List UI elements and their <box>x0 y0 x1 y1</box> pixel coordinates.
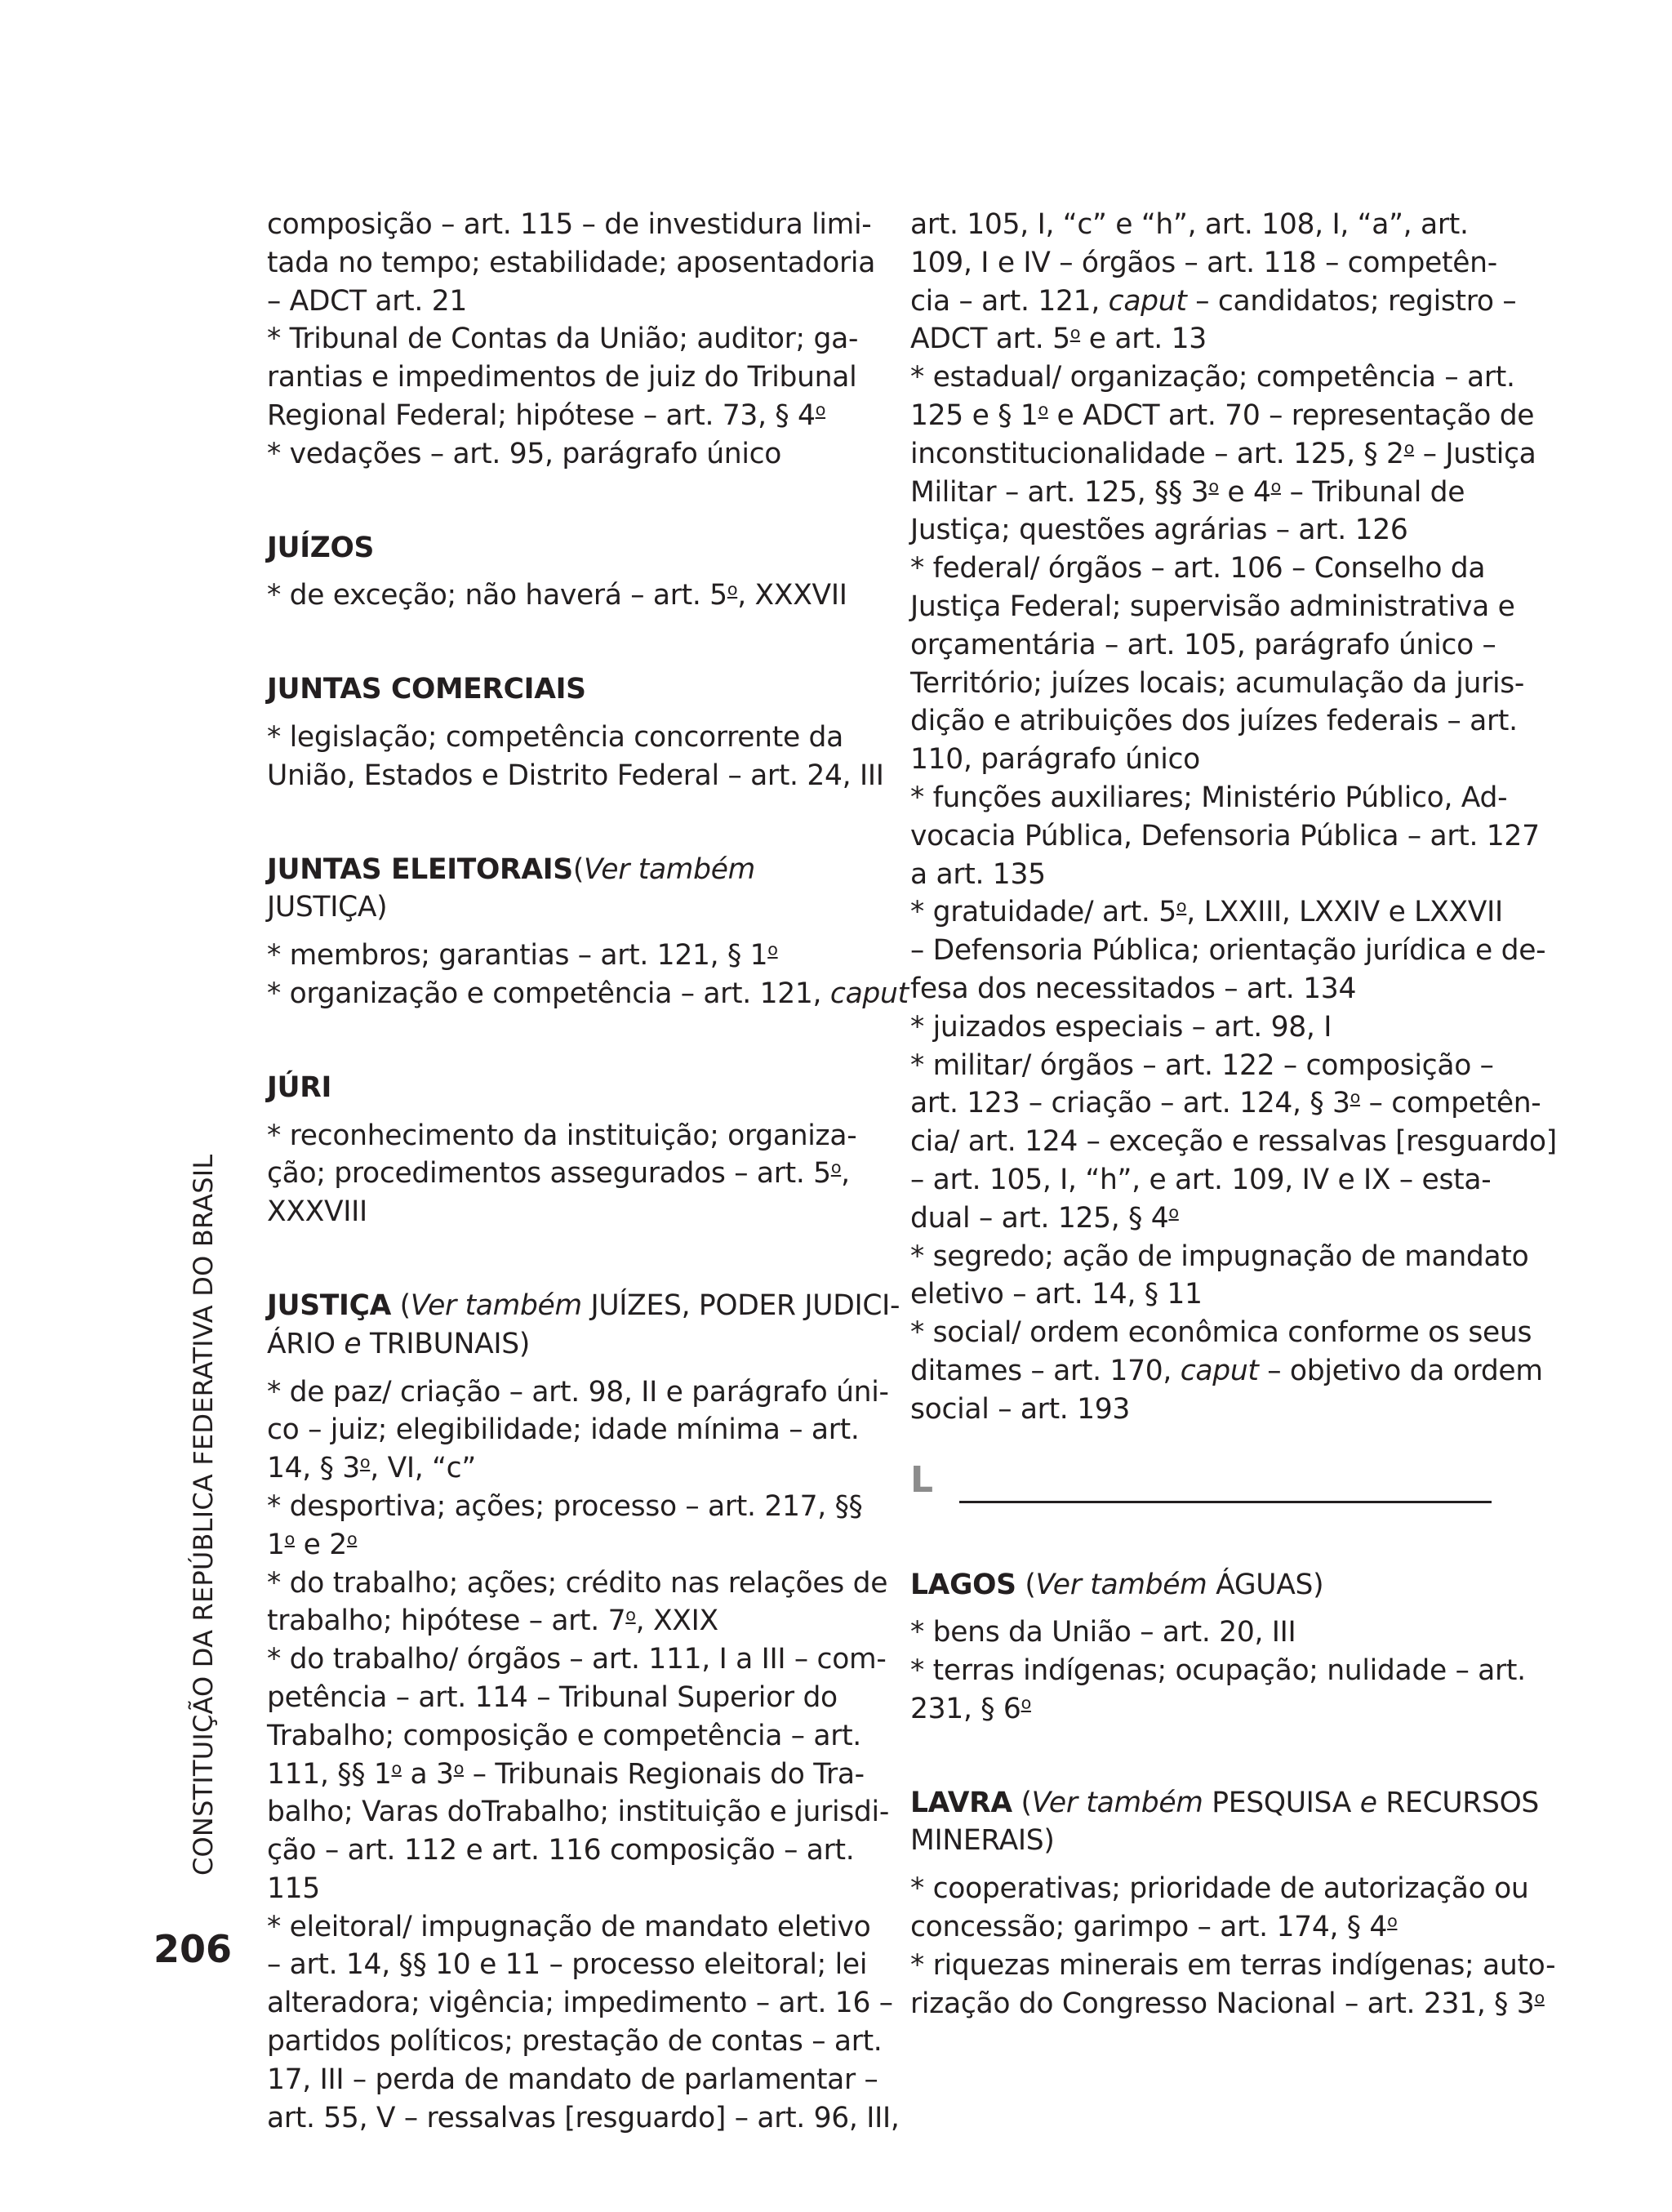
see-also-label: Ver também <box>1035 1568 1207 1601</box>
body-line: art. 123 – criação – art. 124, § 3$^o$ – competên- <box>910 1087 1541 1120</box>
body-line: composição – art. 115 – de investidura limi- <box>267 208 872 241</box>
see-also-open: ( <box>391 1288 411 1322</box>
see-also-label: Ver também <box>410 1288 582 1322</box>
caput-term: caput <box>1180 1354 1259 1387</box>
see-also-target: RECURSOS <box>1376 1786 1540 1819</box>
entry-heading-lagos <box>910 1566 1492 1604</box>
body-line: social – art. 193 <box>910 1392 1131 1426</box>
body-line: ção; procedimentos assegurados – art. 5$^o$, <box>267 1157 850 1191</box>
body-line: Trabalho; composição e competência – art. <box>267 1719 861 1752</box>
body-line: Regional Federal; hipótese – art. 73, § 4$^o$ <box>267 398 826 432</box>
body-line: cia/ art. 124 – exceção e ressalvas [resguardo] <box>910 1125 1557 1159</box>
body-line: 125 e § 1$^o$ e ADCT art. 70 – representação de <box>910 398 1535 432</box>
entry-body-justica <box>267 1373 900 2138</box>
entry-heading-juizos: JUÍZOS <box>267 531 375 564</box>
body-line: art. 55, V – ressalvas [resguardo] – art. 96, III, <box>267 2101 900 2134</box>
body-line: * funções auxiliares; Ministério Público, Ad- <box>910 781 1508 814</box>
body-line: ção – art. 112 e art. 116 composição – art. <box>267 1834 855 1867</box>
body-line: * reconhecimento da instituição; organiza- <box>267 1119 857 1152</box>
heading-text: JUSTIÇA <box>267 1288 391 1322</box>
body-line: 110, parágrafo único <box>910 743 1200 777</box>
see-also-target: ÁRIO <box>267 1327 345 1360</box>
see-also-conjunction: e <box>344 1327 362 1360</box>
body-line: 17, III – perda de mandato de parlamentar – <box>267 2063 878 2096</box>
body-line: * estadual/ organização; competência – art. <box>910 361 1515 394</box>
body-line: 109, I e IV – órgãos – art. 118 – competên- <box>910 246 1497 279</box>
body-line: * eleitoral/ impugnação de mandato eletivo <box>267 1910 871 1943</box>
see-also-open: ( <box>1012 1786 1032 1819</box>
body-line: * federal/ órgãos – art. 106 – Conselho da <box>910 552 1486 585</box>
body-line: trabalho; hipótese – art. 7$^o$, XXIX <box>267 1604 718 1638</box>
see-also-label: Ver também <box>1031 1786 1203 1819</box>
body-line: rização do Congresso Nacional – art. 231, § 3$^o$ <box>910 1987 1545 2020</box>
section-letter: L <box>910 1458 933 1501</box>
entry-body-juntas-comerciais <box>267 719 884 795</box>
body-line: * do trabalho; ações; crédito nas relações de <box>267 1566 888 1600</box>
entry-heading-juntas-eleitorais <box>267 851 848 928</box>
caput-term: caput <box>829 977 909 1010</box>
body-line: * terras indígenas; ocupação; nulidade – art. <box>910 1654 1526 1688</box>
heading-text: LAGOS <box>910 1568 1016 1601</box>
body-line: * segredo; ação de impugnação de mandato <box>910 1240 1529 1273</box>
body-line: alteradora; vigência; impedimento – art. 16 – <box>267 1987 893 2020</box>
body-line: tada no tempo; estabilidade; aposentadoria <box>267 246 876 279</box>
right-column <box>910 206 1557 2023</box>
body-line: * bens da União – art. 20, III <box>910 1616 1296 1649</box>
body-line: União, Estados e Distrito Federal – art. 24, III <box>267 759 884 792</box>
see-also-open: ( <box>572 852 584 886</box>
body-line: dual – art. 125, § 4$^o$ <box>910 1201 1179 1235</box>
body-line: 115 <box>267 1872 320 1905</box>
section-rule <box>959 1501 1492 1503</box>
body-line: balho; Varas doTrabalho; instituição e jurisdi- <box>267 1796 889 1829</box>
body-line: * vedações – art. 95, parágrafo único <box>267 437 782 470</box>
body-line: * riquezas minerais em terras indígenas; auto- <box>910 1948 1556 1982</box>
entry-body-juri <box>267 1117 857 1231</box>
body-line: vocacia Pública, Defensoria Pública – art. 127 <box>910 819 1540 852</box>
body-line: Militar – art. 125, §§ 3$^o$ e 4$^o$ – Tribunal de <box>910 475 1465 509</box>
body-line: * social/ ordem econômica conforme os seus <box>910 1316 1532 1350</box>
entry-body-lavra <box>910 1870 1556 2023</box>
body-line: inconstitucionalidade – art. 125, § 2$^o$ – Justiça <box>910 437 1536 470</box>
body-line: eletivo – art. 14, § 11 <box>910 1278 1203 1311</box>
body-line: partidos políticos; prestação de contas – art. <box>267 2025 883 2058</box>
entry-heading-juntas-comerciais: JUNTAS COMERCIAIS <box>267 673 586 706</box>
body-line: – Defensoria Pública; orientação jurídica e de- <box>910 934 1546 968</box>
section-divider <box>910 1429 1492 1511</box>
body-line: art. 105, I, “c” e “h”, art. 108, I, “a”, art. <box>910 208 1469 241</box>
body-line: rantias e impedimentos de juiz do Tribunal <box>267 361 857 394</box>
body-line: * de paz/ criação – art. 98, II e parágrafo úni- <box>267 1375 889 1409</box>
body-line: XXXVIII <box>267 1195 367 1229</box>
running-title: CONSTITUIÇÃO DA REPÚBLICA FEDERATIVA DO BRASIL <box>188 1154 219 1876</box>
body-line: ditames – art. 170, caput – objetivo da ordem <box>910 1354 1543 1387</box>
body-line: * legislação; competência concorrente da <box>267 720 843 754</box>
entry-heading-lavra <box>910 1784 1540 1861</box>
see-also-target: JUSTIÇA) <box>267 891 388 924</box>
body-line: * cooperativas; prioridade de autorização ou <box>910 1872 1529 1906</box>
see-also-open: ( <box>1016 1568 1036 1601</box>
body-line <box>267 975 909 1013</box>
body-line: * Tribunal de Contas da União; auditor; ga- <box>267 323 859 356</box>
body-line: – art. 105, I, “h”, e art. 109, IV e IX – esta- <box>910 1163 1492 1196</box>
left-column <box>267 206 909 2137</box>
body-line: co – juiz; elegibilidade; idade mínima – art. <box>267 1413 860 1447</box>
entry-body-juntas-eleitorais <box>267 937 909 1013</box>
body-line: 14, § 3$^o$, VI, “c” <box>267 1452 476 1485</box>
body-line: 231, § 6$^o$ <box>910 1692 1031 1725</box>
body-line: – ADCT art. 21 <box>267 284 467 318</box>
body-line: cia – art. 121, caput – candidatos; registro – <box>910 284 1517 318</box>
caput-term: caput <box>1108 284 1187 318</box>
see-also-conjunction: e <box>1359 1786 1377 1819</box>
body-line: Território; juízes locais; acumulação da juris- <box>910 666 1525 700</box>
see-also-target: MINERAIS) <box>910 1824 1055 1858</box>
body-line: 111, §§ 1$^o$ a 3$^o$ – Tribunais Regionais do Tra- <box>267 1757 865 1791</box>
body-line: * membros; garantias – art. 121, § 1$^o$ <box>267 939 778 972</box>
see-also-label: Ver também <box>583 852 755 886</box>
heading-text: LAVRA <box>910 1786 1012 1819</box>
page-number: 206 <box>153 1927 233 1971</box>
entry-heading-justica <box>267 1287 900 1364</box>
continued-entry <box>267 206 876 474</box>
see-also-target: PESQUISA <box>1203 1786 1360 1819</box>
body-line: concessão; garimpo – art. 174, § 4$^o$ <box>910 1911 1398 1944</box>
body-line: a art. 135 <box>910 857 1046 891</box>
body-line: * gratuidade/ art. 5$^o$, LXXIII, LXXIV e LXXVII <box>910 896 1503 929</box>
body-line: fesa dos necessitados – art. 134 <box>910 972 1357 1005</box>
body-line: * do trabalho/ órgãos – art. 111, I a III – com- <box>267 1643 887 1676</box>
heading-text: JUNTAS ELEITORAIS <box>267 852 573 886</box>
body-line: orçamentária – art. 105, parágrafo único – <box>910 628 1496 661</box>
body-line: dição e atribuições dos juízes federais – art. <box>910 705 1518 738</box>
body-line: ADCT art. 5$^o$ e art. 13 <box>910 323 1207 356</box>
body-line: petência – art. 114 – Tribunal Superior do <box>267 1680 838 1714</box>
see-also-target: TRIBUNAIS) <box>361 1327 531 1360</box>
body-line: * desportiva; ações; processo – art. 217, §§ <box>267 1489 863 1523</box>
entry-heading-juri: JÚRI <box>267 1070 332 1104</box>
body-line: * juizados especiais – art. 98, I <box>910 1010 1332 1044</box>
body-line: * militar/ órgãos – art. 122 – composição – <box>910 1048 1494 1082</box>
body-line: Justiça Federal; supervisão administrativa e <box>910 590 1515 623</box>
body-line: 1$^o$ e 2$^o$ <box>267 1528 358 1561</box>
continued-entry <box>910 206 1557 1429</box>
body-line: – art. 14, §§ 10 e 11 – processo eleitoral; lei <box>267 1948 868 1982</box>
see-also-target: JUÍZES, PODER JUDICI- <box>581 1288 900 1322</box>
body-line: * de exceção; não haverá – art. 5$^o$, XXXVII <box>267 579 847 612</box>
body-line: Justiça; questões agrárias – art. 126 <box>910 514 1408 547</box>
entry-body-juizos <box>267 576 848 615</box>
body-line-text: * organização e competência – art. 121, <box>267 977 830 1010</box>
see-also-target: ÁGUAS) <box>1207 1568 1324 1601</box>
entry-body-lagos <box>910 1613 1526 1728</box>
